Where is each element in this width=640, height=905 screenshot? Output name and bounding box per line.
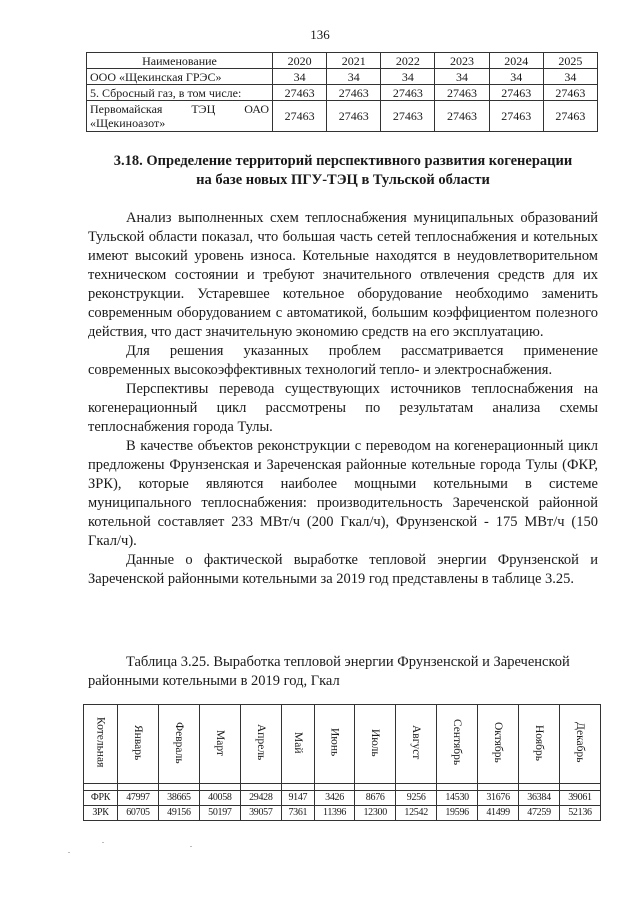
table-cell: 49156 — [158, 806, 199, 821]
table-cell: 8676 — [355, 791, 396, 806]
heat-output-table — [83, 704, 601, 821]
table-cell: 3426 — [314, 791, 354, 806]
table-cell: 12300 — [355, 806, 396, 821]
header-cell: 2021 — [327, 53, 381, 69]
header-cell: Август — [396, 705, 437, 784]
table-cell: 27463 — [543, 101, 597, 132]
paragraph: В качестве объектов реконструкции с переводом на когенерационный цикл предложены Фрунзенская и Зареченская районные котельные города Тулы (ФКР, ЗРК), которые являются наиболее мощными котельными в системе муниципального теплоснабжения: производительность Зареченской районной котельной составляет 233 МВт/ч (200 Гкал/ч), Фрунзенской - 175 МВт/ч (150 Гкал/ч). — [88, 438, 598, 549]
scan-speck — [190, 846, 192, 847]
header-cell: 2024 — [489, 53, 543, 69]
header-cell: Май — [281, 705, 314, 784]
scan-speck — [102, 842, 104, 843]
page-number: 136 — [310, 27, 330, 42]
table-row — [87, 101, 598, 132]
table-cell: 36384 — [519, 791, 560, 806]
table-cell: 27463 — [327, 85, 381, 101]
header-cell: 2022 — [381, 53, 435, 69]
header-cell: 2025 — [543, 53, 597, 69]
table-cell: 38665 — [158, 791, 199, 806]
row-name-line: Первомайская ТЭЦ ОАО — [90, 102, 269, 116]
table-cell: 27463 — [435, 85, 489, 101]
table-cell: 14530 — [437, 791, 478, 806]
header-cell: 2023 — [435, 53, 489, 69]
paragraph: Данные о фактической выработке тепловой энергии Фрунзенской и Зареченской районными котельными за 2019 год представлены в таблице 3.25. — [88, 552, 598, 587]
table-cell: 27463 — [273, 85, 327, 101]
row-name: 5. Сбросный газ, в том числе: — [87, 85, 273, 101]
table-cell: 27463 — [381, 101, 435, 132]
table-cell: 11396 — [314, 806, 354, 821]
table-cell: 50197 — [199, 806, 240, 821]
table-header-row — [84, 705, 601, 784]
table-cell: 39057 — [240, 806, 281, 821]
table-row — [84, 791, 601, 806]
table-cell: 47997 — [118, 791, 159, 806]
header-cell: Ноябрь — [519, 705, 560, 784]
fuel-table — [86, 52, 598, 132]
table-cell: 12542 — [396, 806, 437, 821]
table-header-row — [87, 53, 598, 69]
row-name: ООО «Щекинская ГРЭС» — [87, 69, 273, 85]
table-cell: 60705 — [118, 806, 159, 821]
row-name: ЗРК — [84, 806, 118, 821]
table-cell: 34 — [273, 69, 327, 85]
table-cell: 27463 — [327, 101, 381, 132]
table-cell: 27463 — [489, 101, 543, 132]
table-cell: 27463 — [273, 101, 327, 132]
table-cell: 34 — [543, 69, 597, 85]
table-cell: 31676 — [478, 791, 519, 806]
table-cell: 34 — [435, 69, 489, 85]
section-heading-line: 3.18. Определение территорий перспективного развития когенерации — [113, 153, 573, 169]
header-cell: Июнь — [314, 705, 354, 784]
caption-line: районными котельными в 2019 год, Гкал — [88, 673, 340, 689]
header-cell: Апрель — [240, 705, 281, 784]
table-cell: 40058 — [199, 791, 240, 806]
header-cell: Июль — [355, 705, 396, 784]
row-name: ФРК — [84, 791, 118, 806]
table-row — [87, 85, 598, 101]
spacer-row — [84, 784, 601, 791]
table-cell: 52136 — [560, 806, 601, 821]
table-cell: 19596 — [437, 806, 478, 821]
paragraph: Анализ выполненных схем теплоснабжения муниципальных образований Тульской области показал, что большая часть сетей теплоснабжения и котельных имеют высокий уровень износа. Котельные находятся в неудовлетворительном техническом состоянии и требуют значительного отвлечения средств для их реконструкции. Устаревшее котельное оборудование необходимо заменить современным оборудованием с автоматикой, большим коэффициентом полезного действия, что даст значительную экономию средств на его эксплуатацию. — [88, 210, 598, 340]
caption-line: Таблица 3.25. Выработка тепловой энергии Фрунзенской и Зареченской — [126, 654, 570, 670]
header-cell: Январь — [118, 705, 159, 784]
table-cell: 47259 — [519, 806, 560, 821]
header-cell: Наименование — [87, 53, 273, 69]
table-row — [87, 69, 598, 85]
table-cell: 34 — [327, 69, 381, 85]
header-cell: Октябрь — [478, 705, 519, 784]
header-cell: Март — [199, 705, 240, 784]
header-cell: Февраль — [158, 705, 199, 784]
header-cell: Котельная — [84, 705, 118, 784]
section-heading-line: на базе новых ПГУ-ТЭЦ в Тульской области — [196, 172, 490, 188]
table-cell: 34 — [489, 69, 543, 85]
paragraph: Перспективы перевода существующих источников теплоснабжения на когенерационный цикл рассмотрены по результатам анализа схемы теплоснабжения города Тулы. — [88, 381, 598, 435]
table-cell: 34 — [381, 69, 435, 85]
table-cell: 9256 — [396, 791, 437, 806]
table-cell: 39061 — [560, 791, 601, 806]
table-cell: 27463 — [435, 101, 489, 132]
header-cell: Сентябрь — [437, 705, 478, 784]
table-row — [84, 806, 601, 821]
table-cell: 41499 — [478, 806, 519, 821]
table-cell: 27463 — [489, 85, 543, 101]
paragraph: Для решения указанных проблем рассматривается применение современных высокоэффективных технологий тепло- и электроснабжения. — [88, 343, 598, 378]
header-cell: Декабрь — [560, 705, 601, 784]
table-cell: 7361 — [281, 806, 314, 821]
section-heading — [88, 152, 598, 190]
body-text — [88, 209, 598, 589]
table-cell: 9147 — [281, 791, 314, 806]
table-cell: 27463 — [543, 85, 597, 101]
table-cell: 27463 — [381, 85, 435, 101]
scan-speck — [68, 852, 70, 853]
row-name-line: «Щекиноазот» — [90, 116, 166, 130]
table-caption — [88, 653, 598, 691]
table-cell: 29428 — [240, 791, 281, 806]
row-name — [87, 101, 273, 132]
header-cell: 2020 — [273, 53, 327, 69]
